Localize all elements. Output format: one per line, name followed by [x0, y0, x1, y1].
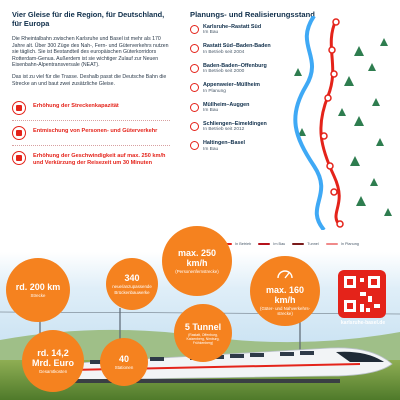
- stat-value: max. 250 km/h: [177, 247, 217, 268]
- intro-paragraph-2: Das ist zu viel für die Trasse. Deshalb passt die Deutsche Bahn die Strecke an und baut zwei zusätzliche Gleise.: [12, 73, 167, 87]
- stage-item: [190, 24, 286, 36]
- stat-value: rd. 200 km: [15, 281, 61, 292]
- stat-value: 40: [118, 353, 129, 364]
- stage-item: [190, 121, 286, 133]
- stage-item: [190, 140, 286, 152]
- legend-item: In Betrieb: [220, 242, 251, 246]
- stat-value: rd. 14,2 Mrd. Euro: [32, 347, 74, 368]
- goals-list: [12, 96, 170, 172]
- train-separation-icon: [12, 126, 26, 140]
- stage-title: Baden-Baden–Offenburg: [203, 62, 267, 69]
- stat-label: Gesamtkosten: [38, 368, 68, 374]
- stage-item: [190, 82, 286, 94]
- stat-speed-freight: [250, 256, 320, 326]
- stage-title: Haltingen–Basel: [203, 140, 245, 147]
- goal-item: [12, 121, 170, 146]
- stage-item: [190, 63, 286, 75]
- stat-label: (Personenfernstrecke): [175, 268, 219, 274]
- intro-paragraph-1: Die Rheintalbahn zwischen Karlsruhe und Basel ist mehr als 170 Jahre alt. Über 300 Züge des Nah-, Fern- und Güterverkehrs nutzen sie täglich. Sie ist Bestandteil des europäischen Güterkorridors Rotterdam-Genua. Außerdem ist sie wichtiger Zulauf zur Neuen Eisenbahn-Alpentransversale (NEAT).: [12, 36, 169, 69]
- stat-value: 340: [124, 273, 140, 284]
- stage-title: Rastatt Süd–Baden-Baden: [203, 43, 271, 50]
- stage-item: [190, 102, 286, 114]
- stage-marker-icon: [190, 83, 199, 92]
- goal-item: [12, 96, 170, 121]
- stat-tunnels: [174, 304, 232, 362]
- stat-label: Stationen: [114, 364, 134, 370]
- stage-status: In Betrieb seit 2000: [203, 69, 245, 75]
- intro-column: [12, 10, 170, 172]
- stage-status: In Betrieb seit 2004: [203, 49, 245, 55]
- planning-title: Planungs- und Realisierungsstand: [190, 10, 315, 19]
- legend-item: Tunnel: [292, 242, 318, 246]
- stage-status: In Betrieb seit 2012: [203, 127, 245, 133]
- stat-label: neue/anzupassende Brückenbauwerke: [112, 284, 152, 295]
- stage-status: Im Bau: [203, 146, 219, 152]
- goal-item: [12, 146, 170, 172]
- stage-title: Müllheim–Auggen: [203, 101, 250, 108]
- stage-marker-icon: [190, 64, 199, 73]
- stat-bridges: [106, 258, 158, 310]
- headline: Vier Gleise für die Region, für Deutschland, für Europa: [12, 10, 165, 28]
- stat-label: Strecke: [30, 292, 46, 298]
- stage-title: Schliengen–Eimeldingen: [203, 121, 267, 128]
- speedometer-icon: [277, 266, 293, 284]
- goal-text: Erhöhung der Streckenkapazität: [33, 103, 119, 110]
- goal-text: Entmischung von Personen- und Güterverkehr: [33, 128, 158, 135]
- legend-item: Im Bau: [258, 242, 285, 246]
- qr-code-icon[interactable]: [338, 270, 386, 318]
- stage-status: Im Bau: [203, 30, 219, 36]
- stage-title: Appenweier–Müllheim: [203, 82, 260, 89]
- stage-status: Im Bau: [203, 108, 219, 114]
- forest-icons: [294, 38, 392, 216]
- stat-length: [6, 258, 70, 322]
- stat-label: (Rastatt, Offenburg, Katzenberg, Nimburg, Frühkenberg): [186, 332, 220, 345]
- stat-stations: [100, 338, 148, 386]
- stat-cost: [22, 330, 84, 392]
- stage-marker-icon: [190, 122, 199, 131]
- stage-title: Karlsruhe–Rastatt Süd: [203, 24, 262, 30]
- stat-value: 5 Tunnel: [184, 321, 222, 332]
- stat-speed-long-distance: [162, 226, 232, 296]
- stat-value: max. 160 km/h: [265, 284, 305, 305]
- website-link[interactable]: karlsruhe-basel.de: [340, 320, 386, 326]
- stage-marker-icon: [190, 25, 199, 34]
- stage-marker-icon: [190, 44, 199, 53]
- stage-marker-icon: [190, 103, 199, 112]
- speed-icon: [12, 151, 26, 165]
- capacity-icon: [12, 101, 26, 115]
- route-map: [284, 16, 396, 230]
- stage-item: [190, 43, 286, 55]
- map-legend: [220, 242, 359, 246]
- rhine-river: [295, 16, 324, 230]
- stat-label: (Güter- und Nahverkehrsstrecke): [259, 305, 311, 316]
- stage-marker-icon: [190, 141, 199, 150]
- stage-list: [190, 24, 286, 160]
- goal-text: Erhöhung der Geschwindigkeit auf max. 250 km/h und Verkürzung der Reisezeit um 30 Minuten: [33, 153, 166, 167]
- legend-item: In Planung: [326, 242, 359, 246]
- stage-status: In Planung: [203, 88, 226, 94]
